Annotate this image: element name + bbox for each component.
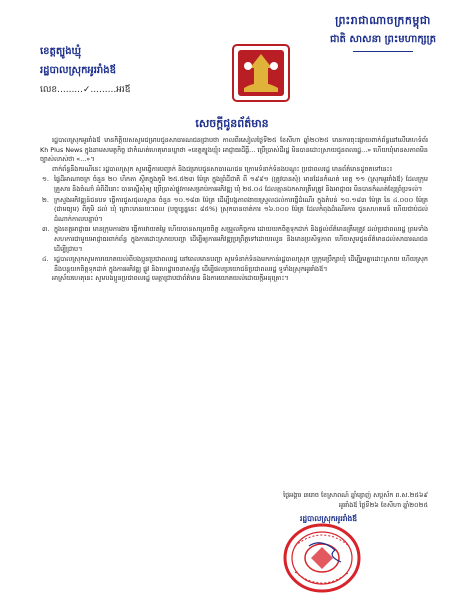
authority-header — [40, 44, 130, 97]
list-item-text: រដ្ឋបាលស្រុកសូមការយោគយល់ពីបងប្អូនប្រជាពលរដ្ឋ នៅពេលមានបញ្ហា សូមទំនាក់ទំនងមកកាន់រដ្ឋបាលស្រុក ឬក្រុមប្រឹក្សាឃុំ ដើម្បីរួមគ្នាដោះស្រាយ ហើយស្រុកនឹងបន្តយកចិត្តទុកដាក់ ក្នុងការអភិវឌ្ឍ ផ្លូវ និងហេដ្ឋារចនាសម្ព័ន្ធ ដើម្បីផលប្រយោជន៍ប្រជាពលរដ្ឋ ទូទាំងស្រុកអូររាំងឪ។ — [54, 255, 428, 273]
intro-paragraph: រដ្ឋបាលស្រុកអូររាំងឪ មានកិត្តិយសសូមជម្រាបជូនសាធារណជនជ្រាបថា កាលពីរសៀលថ្ងៃទី២៥ ខែសីហា ឆ្នាំ២០២៥ មានការចុះផ្សាយពាក់ព័ន្ធនៅលើគេហទំព័រ Kh Plus News ក្នុងនាមសមត្ថកិច្ច ជាកំណត់ហេតុមានឃ្លាថា «ខេត្តត្បូងឃ្មុំ៖ អាជ្ញាធរដីធ្លី... ប្រើប្រាស់ដីរដ្ឋ មិនបានដោះស្រាយជូនពលរដ្ឋ...» ហើយឃុំមានសភាពមិនច្បាស់លាស់ថា «...»។ — [40, 136, 428, 164]
list-item: ៣. ក្នុងខេត្តអាជ្ញាធរ មានក្រុមការងារ ធ្វើការវាយតម្លៃ ហើយបានសម្រេចចិត្ត សម្រួលកិច្ចការ ដោយយកចិត្តទុកដាក់ និងផ្តល់ព័ត៌មានត្រឹមត្រូវ ដល់ប្រជាពលរដ្ឋ ព្រមទាំងសហការជាមួយអាជ្ញាធរពាក់ព័ន្ធ ក្នុងការដោះស្រាយបញ្ហា ដើម្បីឲ្យការអភិវឌ្ឍប្រព្រឹត្តទៅដោយរលូន និងមានប្រសិទ្ធភាព ហើយសូមជូនព័ត៌មានដល់សាធារណជនដើម្បីជ្រាប។ — [42, 225, 428, 253]
signer-title: រដ្ឋបាលស្រុកអូររាំងឪ — [300, 514, 357, 523]
kingdom-title: ព្រះរាជាណាចក្រកម្ពុជា — [335, 14, 431, 27]
kingdom-header — [330, 14, 436, 52]
province-name: ខេត្តត្បូងឃ្មុំ — [40, 46, 82, 57]
official-seal-stamp — [281, 516, 363, 594]
closing-paragraph: អាស្រ័យហេតុនេះ សូមបងប្អូនប្រជាពលរដ្ឋ មេត្តាជ្រាបជាព័ត៌មាន និងការយោគយល់ដោយក្តីអនុគ្រោះ។ — [52, 274, 289, 283]
list-item: ២. ក្រសួងអភិវឌ្ឍន៍ជនបទ ធ្វើការជួសជុលស្ពាន ចំនួន ១០.១៨៣ ម៉ែត្រ ដើម្បីបង្កភាពងាយស្រួលដល់ការធ្វើដំណើរ ក្នុងតំបន់ ១០.១៨៣ ម៉ែត្រ នៃ ៤.០០០ ម៉ែត្រ (ជាមធ្យម) ពីភូមិ ដល់ ឃុំ ព្រោះមានរយៈពេល (បច្ចុប្បន្ននេះ ៨៥%) ស្រុកបានចាត់ការ ១៦.០០០ ម៉ែត្រ ដែលកំពុងដំណើរការ ជូនសហគមន៍ ហើយជាប់ដល់ដំណាក់កាលបន្ទាប់។ — [42, 195, 428, 223]
list-item-text: ក្នុងខេត្តអាជ្ញាធរ មានក្រុមការងារ ធ្វើការវាយតម្លៃ ហើយបានសម្រេចចិត្ត សម្រួលកិច្ចការ ដោយយកចិត្តទុកដាក់ និងផ្តល់ព័ត៌មានត្រឹមត្រូវ ដល់ប្រជាពលរដ្ឋ ព្រមទាំងសហការជាមួយអាជ្ញាធរពាក់ព័ន្ធ ក្នុងការដោះស្រាយបញ្ហា ដើម្បីឲ្យការអភិវឌ្ឍប្រព្រឹត្តទៅដោយរលូន និងមានប្រសិទ្ធភាព ហើយសូមជូនព័ត៌មានដល់សាធារណជនដើម្បីជ្រាប។ — [54, 225, 428, 253]
district-emblem-logo — [232, 44, 290, 102]
date-block — [283, 491, 428, 510]
document-body — [40, 136, 428, 284]
lead-paragraph: ពាក់ព័ន្ធនឹងករណីនេះ រដ្ឋបាលស្រុក សូមធ្វើការបញ្ជាក់ និងជម្រាបជូនសាធារណជន ក្រោមទំនាក់ទំនងបណ្តុះ ប្រជាពលរដ្ឋ មានព័ត៌មានដូចតទៅនេះ៖ — [52, 164, 393, 173]
list-item: ១. ផ្ទៃដីអាណាចក្រ ចំនួន ២០ ហិកតា ស្ថិតក្នុងភូមិ ២៥.៥២៣ ម៉ែត្រ ក្នុងព្រំដីជាតិ ពី ១៩៩១ (ត្រូវបានសុំ) មានដែនកំណត់ ខេត្ត ១១ (ស្រុកអូររាំងឪ) ដែលក្រុមគ្រួសារ និងចំណាំ អំពីដីនោះ បានស្នើសុំឲ្យ ប្រើប្រាស់ផ្លូវការសម្រាប់ការអភិវឌ្ឍ ឃុំ ២៥.០៤ ដែលគ្មានឯកសារត្រឹមត្រូវ និងអាជ្ញាធរ មិនបានកំណត់ខ្សែព្រំប្រទល់។ — [42, 175, 428, 193]
list-item: ៤. រដ្ឋបាលស្រុកសូមការយោគយល់ពីបងប្អូនប្រជាពលរដ្ឋ នៅពេលមានបញ្ហា សូមទំនាក់ទំនងមកកាន់រដ្ឋបាលស្រុក ឬក្រុមប្រឹក្សាឃុំ ដើម្បីរួមគ្នាដោះស្រាយ ហើយស្រុកនឹងបន្តយកចិត្តទុកដាក់ ក្នុងការអភិវឌ្ឍ ផ្លូវ និងហេដ្ឋារចនាសម្ព័ន្ធ ដើម្បីផលប្រយោជន៍ប្រជាពលរដ្ឋ ទូទាំងស្រុកអូររាំងឪ។ — [42, 255, 428, 273]
header-divider — [353, 51, 413, 52]
list-item-text: ក្រសួងអភិវឌ្ឍន៍ជនបទ ធ្វើការជួសជុលស្ពាន ចំនួន ១០.១៨៣ ម៉ែត្រ ដើម្បីបង្កភាពងាយស្រួលដល់ការធ្វើដំណើរ ក្នុងតំបន់ ១០.១៨៣ ម៉ែត្រ នៃ ៤.០០០ ម៉ែត្រ (ជាមធ្យម) ពីភូមិ ដល់ ឃុំ ព្រោះមានរយៈពេល (បច្ចុប្បន្ននេះ ៨៥%) ស្រុកបានចាត់ការ ១៦.០០០ ម៉ែត្រ ដែលកំពុងដំណើរការ ជូនសហគមន៍ ហើយជាប់ដល់ដំណាក់កាលបន្ទាប់។ — [54, 195, 428, 223]
list-item-text: ផ្ទៃដីអាណាចក្រ ចំនួន ២០ ហិកតា ស្ថិតក្នុងភូមិ ២៥.៥២៣ ម៉ែត្រ ក្នុងព្រំដីជាតិ ពី ១៩៩១ (ត្រូវបានសុំ) មានដែនកំណត់ ខេត្ត ១១ (ស្រុកអូររាំងឪ) ដែលក្រុមគ្រួសារ និងចំណាំ អំពីដីនោះ បានស្នើសុំឲ្យ ប្រើប្រាស់ផ្លូវការសម្រាប់ការអភិវឌ្ឍ ឃុំ ២៥.០៤ ដែលគ្មានឯកសារត្រឹមត្រូវ និងអាជ្ញាធរ មិនបានកំណត់ខ្សែព្រំប្រទល់។ — [54, 175, 428, 193]
kingdom-motto: ជាតិ សាសនា ព្រះមហាក្សត្រ — [330, 34, 436, 45]
district-admin-name: រដ្ឋបាលស្រុកអូររាំងឪ — [40, 65, 116, 76]
lunar-date: ថ្ងៃអង្គារ ៣រោច ខែស្រាពណ៍ ឆ្នាំម្សាញ់ សប្តស័ក ព.ស.២៥៦៩ — [283, 491, 428, 499]
solar-date: អូររាំងឪ ថ្ងៃទី២៦ ខែសីហា ឆ្នាំ២០២៥ — [339, 500, 428, 509]
document-number: លេខ.........✓.........អរឪ — [40, 85, 131, 95]
document-title: សេចក្តីជូនព័ត៌មាន — [195, 117, 269, 130]
